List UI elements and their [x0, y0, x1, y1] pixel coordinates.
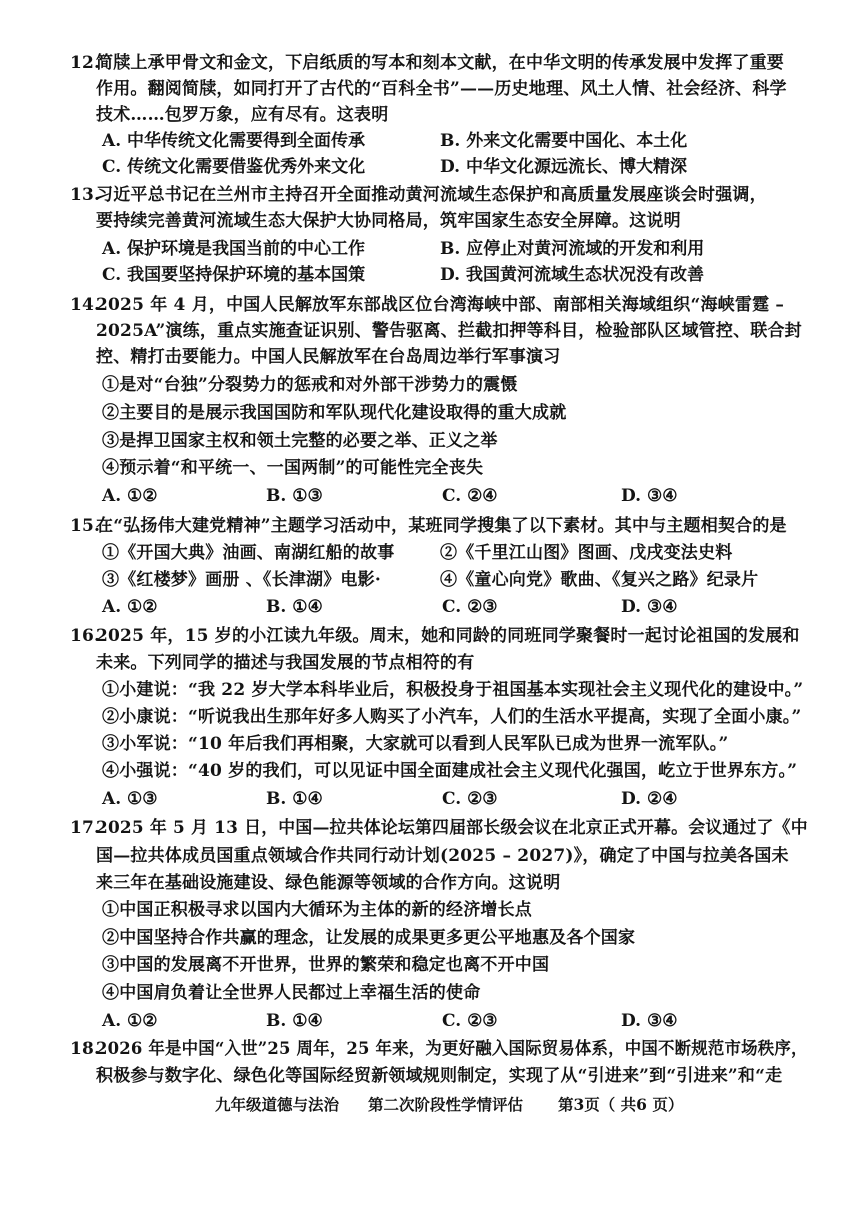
statement-item: ①小建说：“我 22 岁大学本科毕业后，积极投身于祖国基本实现社会主义现代化的建设中。”: [102, 680, 804, 700]
option-b: B. ①③: [266, 486, 323, 506]
question-number: 14.: [70, 295, 101, 315]
question-stem-line: 2025A”演练，重点实施查证识别、警告驱离、拦截扣押等科目，检验部队区域管控、联合封: [96, 321, 802, 341]
statement-item: ③是捍卫国家主权和领土完整的必要之举、正义之举: [102, 431, 498, 451]
question-stem-line: 积极参与数字化、绿色化等国际经贸新领域规则制定，实现了从“引进来”到“引进来”和“走: [96, 1066, 783, 1086]
question-number: 17.: [70, 818, 101, 838]
statement-item: ④《童心向党》歌曲、《复兴之路》纪录片: [440, 570, 759, 590]
option-d: D. ③④: [621, 486, 678, 506]
question-stem-line: 要持续完善黄河流域生态大保护大协同格局，筑牢国家生态安全屏障。这说明: [96, 211, 681, 231]
statement-item: ①《开国大典》油画、南湖红船的故事: [102, 543, 395, 563]
question-stem-line: 2025 年 4 月，中国人民解放军东部战区位台湾海峡中部、南部相关海域组织“海峡雷霆 –: [96, 295, 785, 315]
question-number: 16.: [70, 626, 101, 646]
statement-item: ③中国的发展离不开世界，世界的繁荣和稳定也离不开中国: [102, 955, 550, 975]
option-d: D. 中华文化源远流长、博大精深: [440, 157, 687, 177]
question-stem-line: 国—拉共体成员国重点领域合作共同行动计划(2025 – 2027)》，确定了中国与拉美各国未: [96, 846, 789, 866]
statement-item: ④小强说：“40 岁的我们，可以见证中国全面建成社会主义现代化强国，屹立于世界东方。”: [102, 761, 798, 781]
question-stem-line: 技术……包罗万象，应有尽有。这表明: [96, 105, 389, 125]
question-stem-line: 简牍上承甲骨文和金文，下启纸质的写本和刻本文献，在中华文明的传承发展中发挥了重要: [96, 53, 784, 73]
statement-item: ②主要目的是展示我国国防和军队现代化建设取得的重大成就: [102, 403, 567, 423]
option-d: D. ③④: [621, 1011, 678, 1031]
statement-item: ①中国正积极寻求以国内大循环为主体的新的经济增长点: [102, 900, 532, 920]
option-a: A. ①②: [102, 486, 158, 506]
option-c: C. ②③: [442, 597, 498, 617]
option-b: B. ①④: [266, 1011, 323, 1031]
question-stem-line: 控、精打击要能力。中国人民解放军在台岛周边举行军事演习: [96, 347, 561, 367]
option-d: D. ③④: [621, 597, 678, 617]
question-stem-line: 作用。翻阅简牍，如同打开了古代的“百科全书”——历史地理、风土人情、社会经济、科学: [96, 79, 787, 99]
statement-item: ②中国坚持合作共赢的理念，让发展的成果更多更公平地惠及各个国家: [102, 928, 636, 948]
option-a: A. 保护环境是我国当前的中心工作: [102, 239, 366, 259]
question-stem-line: 在“弘扬伟大建党精神”主题学习活动中，某班同学搜集了以下素材。其中与主题相契合的是: [96, 516, 787, 536]
statement-item: ②《千里江山图》图画、戊戌变法史料: [440, 543, 733, 563]
statement-item: ③小军说：“10 年后我们再相聚，大家就可以看到人民军队已成为世界一流军队。”: [102, 734, 729, 754]
footer-exam-title: 第二次阶段性学情评估: [368, 1095, 524, 1114]
question-number: 15.: [70, 516, 101, 536]
question-number: 18.: [70, 1039, 101, 1059]
statement-item: ②小康说：“听说我出生那年好多人购买了小汽车，人们的生活水平提高，实现了全面小康。”: [102, 707, 802, 727]
option-b: B. 外来文化需要中国化、本土化: [440, 131, 688, 151]
option-b: B. ①④: [266, 597, 323, 617]
question-stem-line: 未来。下列同学的描述与我国发展的节点相符的有: [96, 653, 475, 673]
option-b: B. ①④: [266, 789, 323, 809]
option-a: A. ①②: [102, 1011, 158, 1031]
statement-item: ④中国肩负着让全世界人民都过上幸福生活的使命: [102, 983, 481, 1003]
option-c: C. ②④: [442, 486, 498, 506]
option-c: C. 传统文化需要借鉴优秀外来文化: [102, 157, 366, 177]
question-stem-line: 2025 年 5 月 13 日，中国—拉共体论坛第四届部长级会议在北京正式开幕。会议通过了《中: [96, 818, 808, 838]
option-d: D. 我国黄河流域生态状况没有改善: [440, 265, 704, 285]
option-a: A. ①③: [102, 789, 158, 809]
question-number: 12.: [70, 53, 101, 73]
question-number: 13.: [70, 185, 101, 205]
option-c: C. ②③: [442, 789, 498, 809]
option-c: C. ②③: [442, 1011, 498, 1031]
question-stem-line: 2025 年，15 岁的小江读九年级。周末，她和同龄的同班同学聚餐时一起讨论祖国的发展和: [96, 626, 800, 646]
option-a: A. ①②: [102, 597, 158, 617]
question-stem-line: 2026 年是中国“入世”25 周年，25 年来，为更好融入国际贸易体系，中国不断规范市场秩序，: [96, 1039, 808, 1059]
option-b: B. 应停止对黄河流域的开发和利用: [440, 239, 705, 259]
question-stem-line: 习近平总书记在兰州市主持召开全面推动黄河流域生态保护和高质量发展座谈会时强调，: [96, 185, 767, 205]
footer-page-number: 第3页（ 共6 页）: [558, 1095, 684, 1114]
option-d: D. ②④: [621, 789, 678, 809]
statement-item: ③《红楼梦》画册 、《长津湖》电影·: [102, 570, 381, 590]
option-c: C. 我国要坚持保护环境的基本国策: [102, 265, 366, 285]
statement-item: ①是对“台独”分裂势力的惩戒和对外部干涉势力的震慑: [102, 375, 518, 395]
question-stem-line: 来三年在基础设施建设、绿色能源等领域的合作方向。这说明: [96, 873, 561, 893]
option-a: A. 中华传统文化需要得到全面传承: [102, 131, 366, 151]
statement-item: ④预示着“和平统一、一国两制”的可能性完全丧失: [102, 458, 484, 478]
footer-subject: 九年级道德与法治: [215, 1095, 340, 1114]
